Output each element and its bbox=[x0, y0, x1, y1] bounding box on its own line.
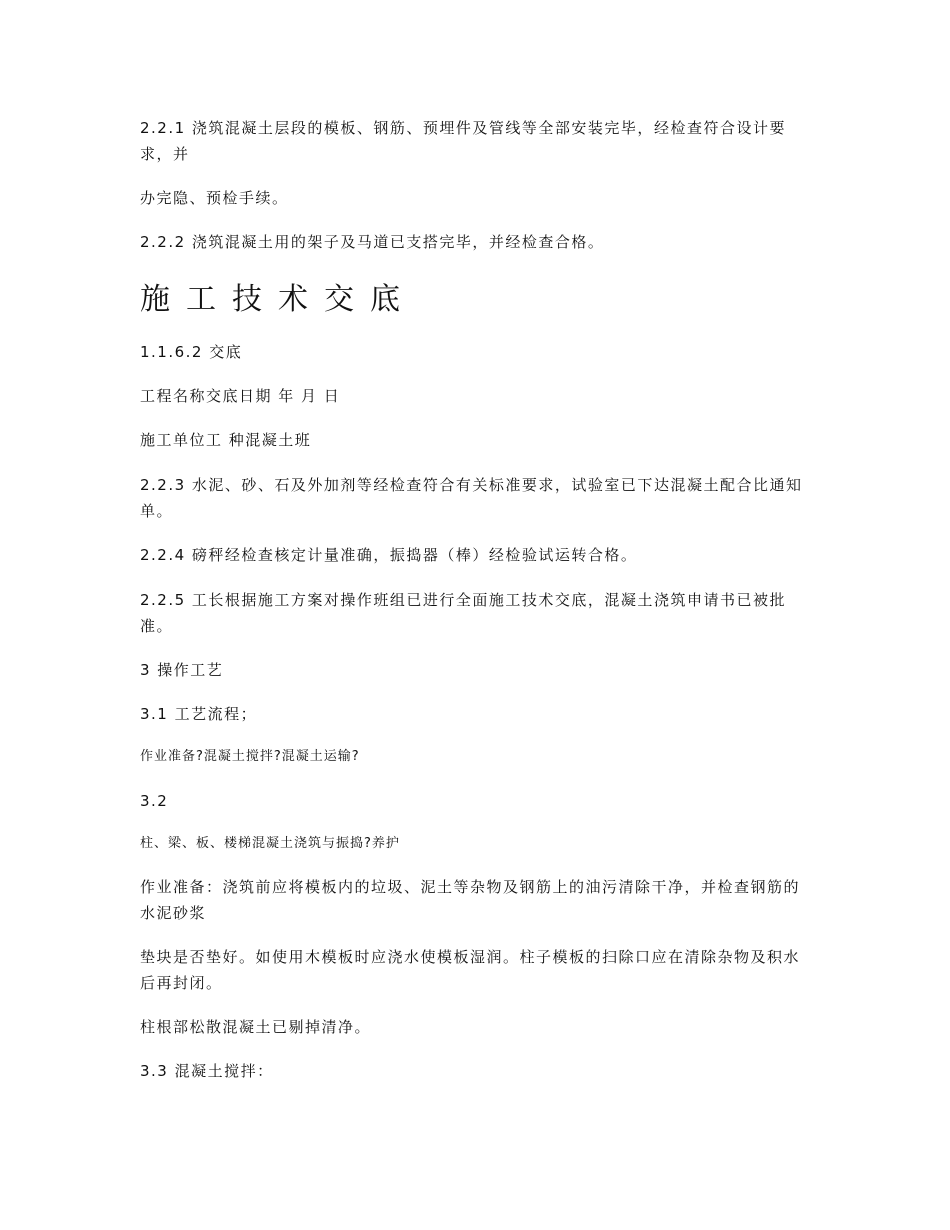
paragraph-1-1-6-2: 1.1.6.2 交底 bbox=[140, 343, 243, 361]
paragraph-2-2-5: 2.2.5 工长根据施工方案对操作班组已进行全面施工技术交底，混凝土浇筑申请书已被批准。 bbox=[140, 591, 786, 635]
paragraph-2-2-1: 2.2.1 浇筑混凝土层段的模板、钢筋、预埋件及管线等全部安装完毕，经检查符合设计要求，并 bbox=[140, 119, 786, 163]
section-title: 施工技术交底 bbox=[140, 282, 416, 317]
paragraph-2-2-1-continued: 办完隐、预检手续。 bbox=[140, 189, 289, 207]
paragraph-project-name: 工程名称交底日期 年 月 日 bbox=[140, 387, 341, 405]
paragraph-3-2: 3.2 bbox=[140, 792, 169, 810]
paragraph-2-2-2: 2.2.2 浇筑混凝土用的架子及马道已支搭完毕，并经检查合格。 bbox=[140, 233, 605, 251]
paragraph-preparation-continued: 垫块是否垫好。如使用木模板时应浇水使模板湿润。柱子模板的扫除口应在清除杂物及积水后再封闭。 bbox=[140, 948, 801, 992]
paragraph-column-root: 柱根部松散混凝土已剔掉清净。 bbox=[140, 1018, 372, 1036]
paragraph-2-2-3: 2.2.3 水泥、砂、石及外加剂等经检查符合有关标准要求，试验室已下达混凝土配合比通知单。 bbox=[140, 476, 803, 520]
paragraph-process-flow-2: 柱、梁、板、楼梯混凝土浇筑与振捣?养护 bbox=[140, 836, 400, 851]
paragraph-3-1: 3.1 工艺流程； bbox=[140, 705, 258, 723]
paragraph-3: 3 操作工艺 bbox=[140, 661, 224, 679]
paragraph-preparation: 作业准备：浇筑前应将模板内的垃圾、泥土等杂物及钢筋上的油污清除干净，并检查钢筋的水泥砂浆 bbox=[140, 878, 801, 922]
paragraph-2-2-4: 2.2.4 磅秤经检查核定计量准确，振捣器（棒）经检验试运转合格。 bbox=[140, 546, 638, 564]
paragraph-3-3: 3.3 混凝土搅拌： bbox=[140, 1062, 274, 1080]
paragraph-process-flow-1: 作业准备?混凝土搅拌?混凝土运输? bbox=[140, 749, 360, 764]
paragraph-construction-unit: 施工单位工 种混凝土班 bbox=[140, 431, 312, 449]
